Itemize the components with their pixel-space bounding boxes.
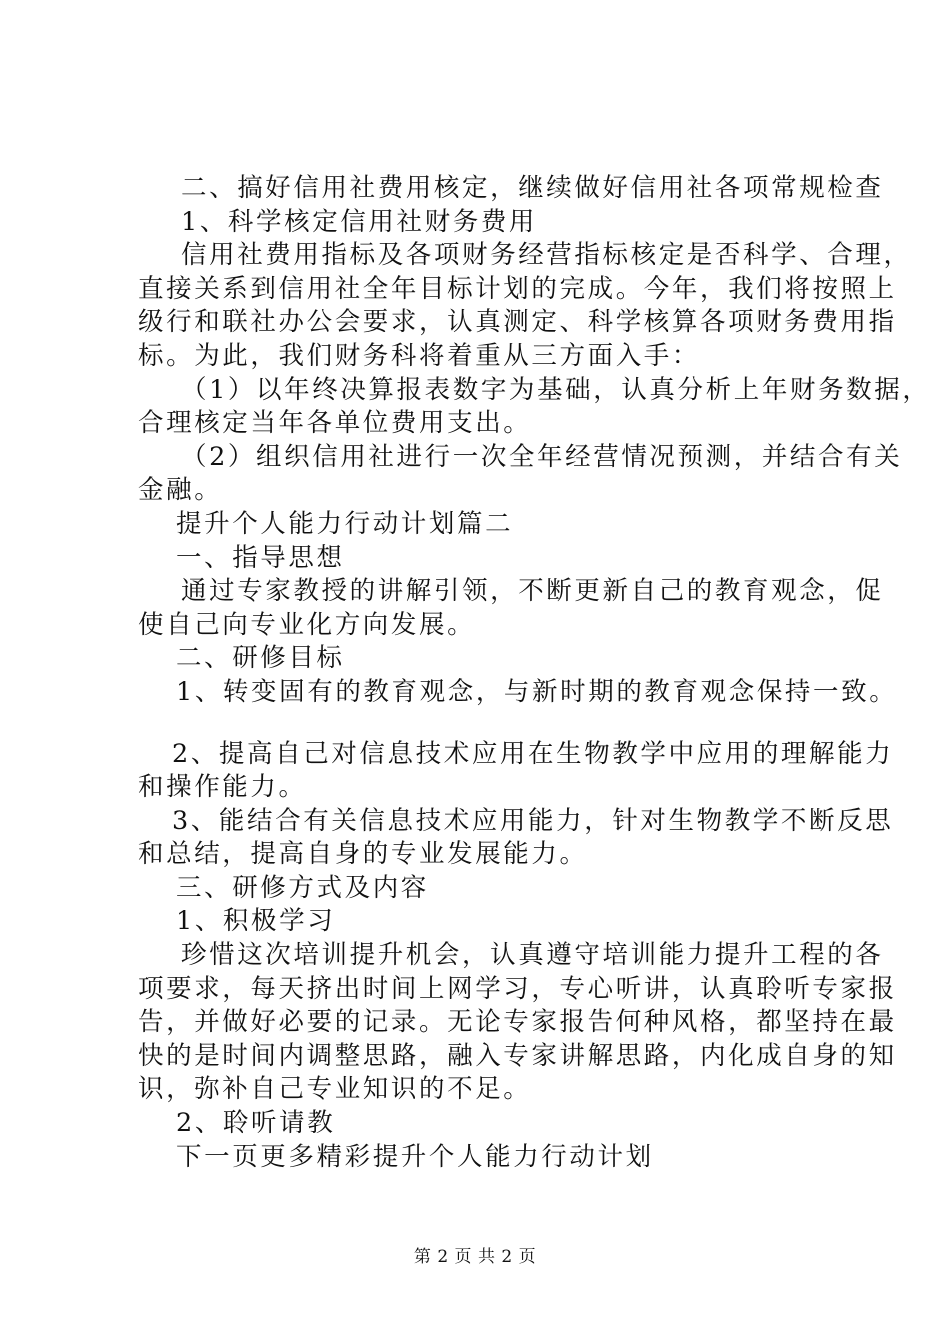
subsection-heading: 1、积极学习 <box>176 906 336 937</box>
paragraph-line: 标。为此，我们财务科将着重从三方面入手： <box>138 340 701 371</box>
next-page-teaser: 下一页更多精彩提升个人能力行动计划 <box>176 1141 654 1172</box>
section-heading: 三、研修方式及内容 <box>176 872 429 903</box>
page-number-footer: 第 2 页 共 2 页 <box>413 1247 537 1267</box>
list-item-line: 金融。 <box>138 475 223 506</box>
paragraph-line: 项要求，每天挤出时间上网学习，专心听讲，认真聆听专家报 <box>138 973 897 1004</box>
paragraph-line: 珍惜这次培训提升机会，认真遵守培训能力提升工程的各 <box>181 940 884 971</box>
paragraph-line: 识，弥补自己专业知识的不足。 <box>138 1074 532 1105</box>
list-item-line: 合理核定当年各单位费用支出。 <box>138 408 532 439</box>
paragraph-line: 级行和联社办公会要求，认真测定、科学核算各项财务费用指 <box>138 307 897 338</box>
section-heading: 一、指导思想 <box>176 542 345 573</box>
section-heading: 二、研修目标 <box>176 643 345 674</box>
paragraph-line: 告，并做好必要的记录。无论专家报告何种风格，都坚持在最 <box>138 1007 897 1038</box>
document-body <box>138 172 931 1174</box>
paragraph-line: 通过专家教授的讲解引领，不断更新自己的教育观念，促 <box>181 576 884 607</box>
paragraph-line: 直接关系到信用社全年目标计划的完成。今年，我们将按照上 <box>138 273 897 304</box>
list-item-line: 和操作能力。 <box>138 772 307 803</box>
section-heading: 二、搞好信用社费用核定，继续做好信用社各项常规检查 <box>181 173 884 203</box>
list-item-line: 1、转变固有的教育观念，与新时期的教育观念保持一致。 <box>176 676 898 707</box>
blank-line <box>138 710 838 738</box>
paragraph-line: 使自己向专业化方向发展。 <box>138 609 476 640</box>
list-item-line: 2、提高自己对信息技术应用在生物教学中应用的理解能力 <box>172 738 894 769</box>
paragraph-line: 信用社费用指标及各项财务经营指标核定是否科学、合理， <box>181 240 912 271</box>
list-item-line: 3、能结合有关信息技术应用能力，针对生物教学不断反思 <box>172 805 894 836</box>
subsection-heading: 1、科学核定信用社财务费用 <box>181 206 538 237</box>
paragraph-line: 快的是时间内调整思路，融入专家讲解思路，内化成自身的知 <box>138 1040 897 1071</box>
list-item-line: （2）组织信用社进行一次全年经营情况预测，并结合有关 <box>181 441 903 472</box>
list-item-line: 和总结，提高自身的专业发展能力。 <box>138 839 588 870</box>
subsection-heading: 2、聆听请教 <box>176 1108 336 1139</box>
list-item-line: （1）以年终决算报表数字为基础，认真分析上年财务数据， <box>181 374 931 405</box>
document-title: 提升个人能力行动计划篇二 <box>176 508 514 539</box>
